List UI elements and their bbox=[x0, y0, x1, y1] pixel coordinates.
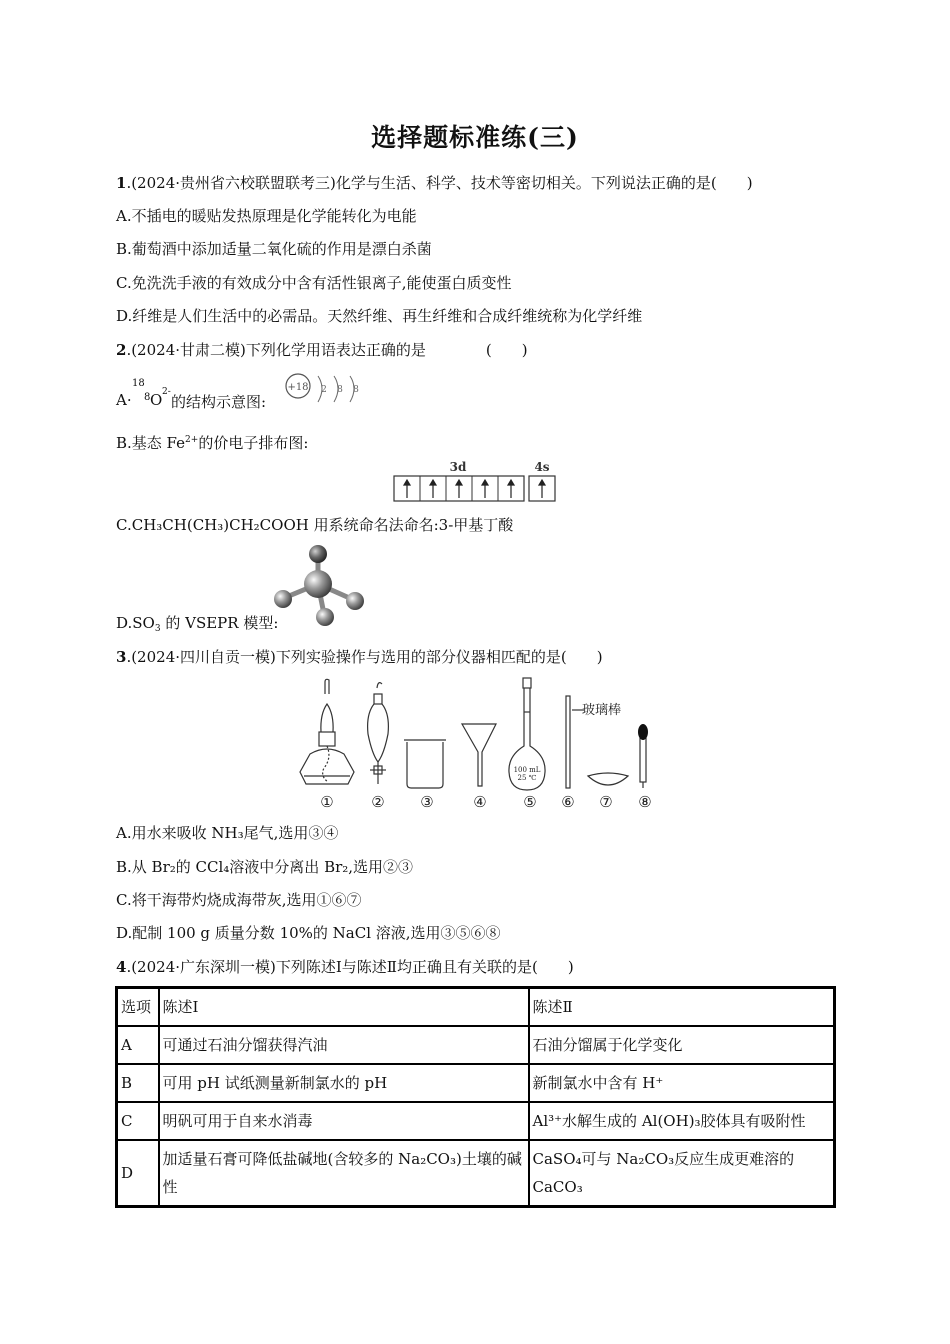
lab-apparatus-figure bbox=[290, 674, 670, 814]
apparatus-label-4: ④ bbox=[473, 793, 487, 811]
table-cell-statement-1: 明矾可用于自来水消毒 bbox=[159, 1102, 529, 1140]
table-cell-statement-2: CaSO₄可与 Na₂CO₃反应生成更难溶的 CaCO₃ bbox=[529, 1140, 835, 1207]
table-row bbox=[117, 1064, 835, 1102]
table-cell-statement-1: 加适量石膏可降低盐碱地(含较多的 Na₂CO₃)土壤的碱性 bbox=[159, 1140, 529, 1207]
beaker-icon bbox=[404, 740, 446, 788]
orbital-4s-label: 4s bbox=[534, 460, 550, 474]
apparatus-label-5: ⑤ bbox=[523, 793, 537, 811]
table-header-cell: 选项 bbox=[117, 988, 159, 1027]
table-cell-statement-2: 石油分馏属于化学变化 bbox=[529, 1026, 835, 1064]
q2-a-mass-number: 18 bbox=[132, 378, 145, 389]
q3-option-a: A.用水来吸收 NH₃尾气,选用③④ bbox=[116, 824, 339, 842]
q2-b-prefix: B.基态 Fe bbox=[116, 434, 186, 452]
table-cell-statement-2: 新制氯水中含有 H⁺ bbox=[529, 1064, 835, 1102]
q3-option-b: B.从 Br₂的 CCl₄溶液中分离出 Br₂,选用②③ bbox=[116, 858, 414, 876]
q2-d-prefix: D.SO bbox=[116, 614, 155, 632]
apparatus-label-7: ⑦ bbox=[599, 793, 613, 811]
table-cell-statement-2: Al³⁺水解生成的 Al(OH)₃胶体具有吸附性 bbox=[529, 1102, 835, 1140]
q1-stem bbox=[116, 172, 753, 193]
q1-option-b: B.葡萄酒中添加适量二氧化硫的作用是漂白杀菌 bbox=[116, 240, 432, 258]
oxygen-atom-bottom bbox=[316, 608, 334, 626]
q2-d-subscript: 3 bbox=[154, 624, 161, 634]
apparatus-label-8: ⑧ bbox=[638, 793, 652, 811]
q4-statement-table bbox=[115, 986, 836, 1208]
table-cell-option: A bbox=[117, 1026, 159, 1064]
q3-stem bbox=[116, 646, 603, 667]
q2-option-c: C.CH₃CH(CH₃)CH₂COOH 用系统命名法命名:3-甲基丁酸 bbox=[116, 516, 514, 534]
q1-number: 1 bbox=[116, 174, 127, 192]
q2-a-symbol: O bbox=[150, 391, 163, 409]
q3-option-c: C.将干海带灼烧成海带灰,选用①⑥⑦ bbox=[116, 891, 362, 909]
q2-stem bbox=[116, 339, 528, 360]
table-row bbox=[117, 1140, 835, 1207]
flask-temp-label: 25 ℃ bbox=[517, 774, 537, 782]
q4-number: 4 bbox=[116, 958, 127, 976]
q1-option-a: A.不插电的暖贴发热原理是化学能转化为电能 bbox=[116, 207, 417, 225]
shell-electrons-2: 8 bbox=[337, 385, 343, 395]
evaporating-dish-icon bbox=[588, 773, 628, 785]
table-header-cell: 陈述Ⅰ bbox=[159, 988, 529, 1027]
q2-b-suffix: 的价电子排布图: bbox=[198, 434, 309, 452]
table-cell-statement-1: 可通过石油分馏获得汽油 bbox=[159, 1026, 529, 1064]
q2-a-charge: 2- bbox=[162, 387, 171, 397]
dropper-icon bbox=[640, 738, 646, 788]
apparatus-label-1: ① bbox=[320, 793, 334, 811]
ion-structure-diagram bbox=[282, 372, 368, 406]
flask-volume-label: 100 mL bbox=[513, 766, 541, 774]
table-row bbox=[117, 1026, 835, 1064]
table-header-cell: 陈述Ⅱ bbox=[529, 988, 835, 1027]
q2-a-suffix: 的结构示意图: bbox=[171, 393, 267, 411]
q2-option-d bbox=[116, 612, 278, 634]
q1-option-d: D.纤维是人们生活中的必需品。天然纤维、再生纤维和合成纤维统称为化学纤维 bbox=[116, 307, 643, 325]
page-title: 选择题标准练(三) bbox=[371, 123, 579, 152]
separatory-funnel-icon bbox=[368, 683, 389, 784]
fe-orbital-diagram bbox=[392, 458, 558, 504]
q2-a-atomic-number: 8 bbox=[144, 392, 151, 403]
table-cell-statement-1: 可用 pH 试纸测量新制氯水的 pH bbox=[159, 1064, 529, 1102]
apparatus-label-3: ③ bbox=[420, 793, 434, 811]
lone-pair-ball bbox=[309, 545, 327, 563]
table-header-row bbox=[117, 988, 835, 1027]
q2-option-b bbox=[116, 432, 308, 453]
table-row bbox=[117, 1102, 835, 1140]
q3-option-d: D.配制 100 g 质量分数 10%的 NaCl 溶液,选用③⑤⑥⑧ bbox=[116, 924, 501, 942]
q2-option-a bbox=[116, 378, 286, 418]
oxygen-atom-left bbox=[274, 590, 292, 608]
sulfur-atom bbox=[304, 570, 332, 598]
apparatus-label-2: ② bbox=[371, 793, 385, 811]
table-cell-option: B bbox=[117, 1064, 159, 1102]
dropper-bulb-icon bbox=[638, 724, 648, 740]
q2-b-charge: 2+ bbox=[185, 435, 199, 445]
table-cell-option: D bbox=[117, 1140, 159, 1207]
q1-stem-text: .(2024·贵州省六校联盟联考三)化学与生活、科学、技术等密切相关。下列说法正确的是( ) bbox=[126, 174, 753, 192]
q3-stem-text: .(2024·四川自贡一模)下列实验操作与选用的部分仪器相匹配的是( ) bbox=[126, 648, 603, 666]
shell-electrons-3: 8 bbox=[353, 385, 359, 395]
oxygen-atom-right bbox=[346, 592, 364, 610]
orbital-3d-label: 3d bbox=[449, 460, 467, 474]
shell-electrons-1: 2 bbox=[321, 385, 327, 395]
q2-number: 2 bbox=[116, 341, 127, 359]
q4-stem bbox=[116, 956, 574, 977]
glass-rod-icon bbox=[566, 696, 570, 788]
q1-option-c: C.免洗洗手液的有效成分中含有活性银离子,能使蛋白质变性 bbox=[116, 274, 512, 292]
q3-number: 3 bbox=[116, 648, 127, 666]
funnel-icon bbox=[462, 724, 496, 786]
nucleus-charge: +18 bbox=[287, 382, 309, 393]
q2-d-suffix: 的 VSEPR 模型: bbox=[160, 614, 279, 632]
so3-vsepr-model bbox=[272, 542, 368, 634]
q2-a-prefix: A· bbox=[116, 391, 132, 409]
q4-stem-text: .(2024·广东深圳一模)下列陈述Ⅰ与陈述Ⅱ均正确且有关联的是( ) bbox=[126, 958, 574, 976]
q2-stem-text: .(2024·甘肃二模)下列化学用语表达正确的是 ( ) bbox=[126, 341, 528, 359]
apparatus-label-6: ⑥ bbox=[561, 793, 575, 811]
alcohol-lamp-icon bbox=[300, 679, 354, 784]
table-cell-option: C bbox=[117, 1102, 159, 1140]
glass-rod-label: 玻璃棒 bbox=[582, 703, 622, 718]
